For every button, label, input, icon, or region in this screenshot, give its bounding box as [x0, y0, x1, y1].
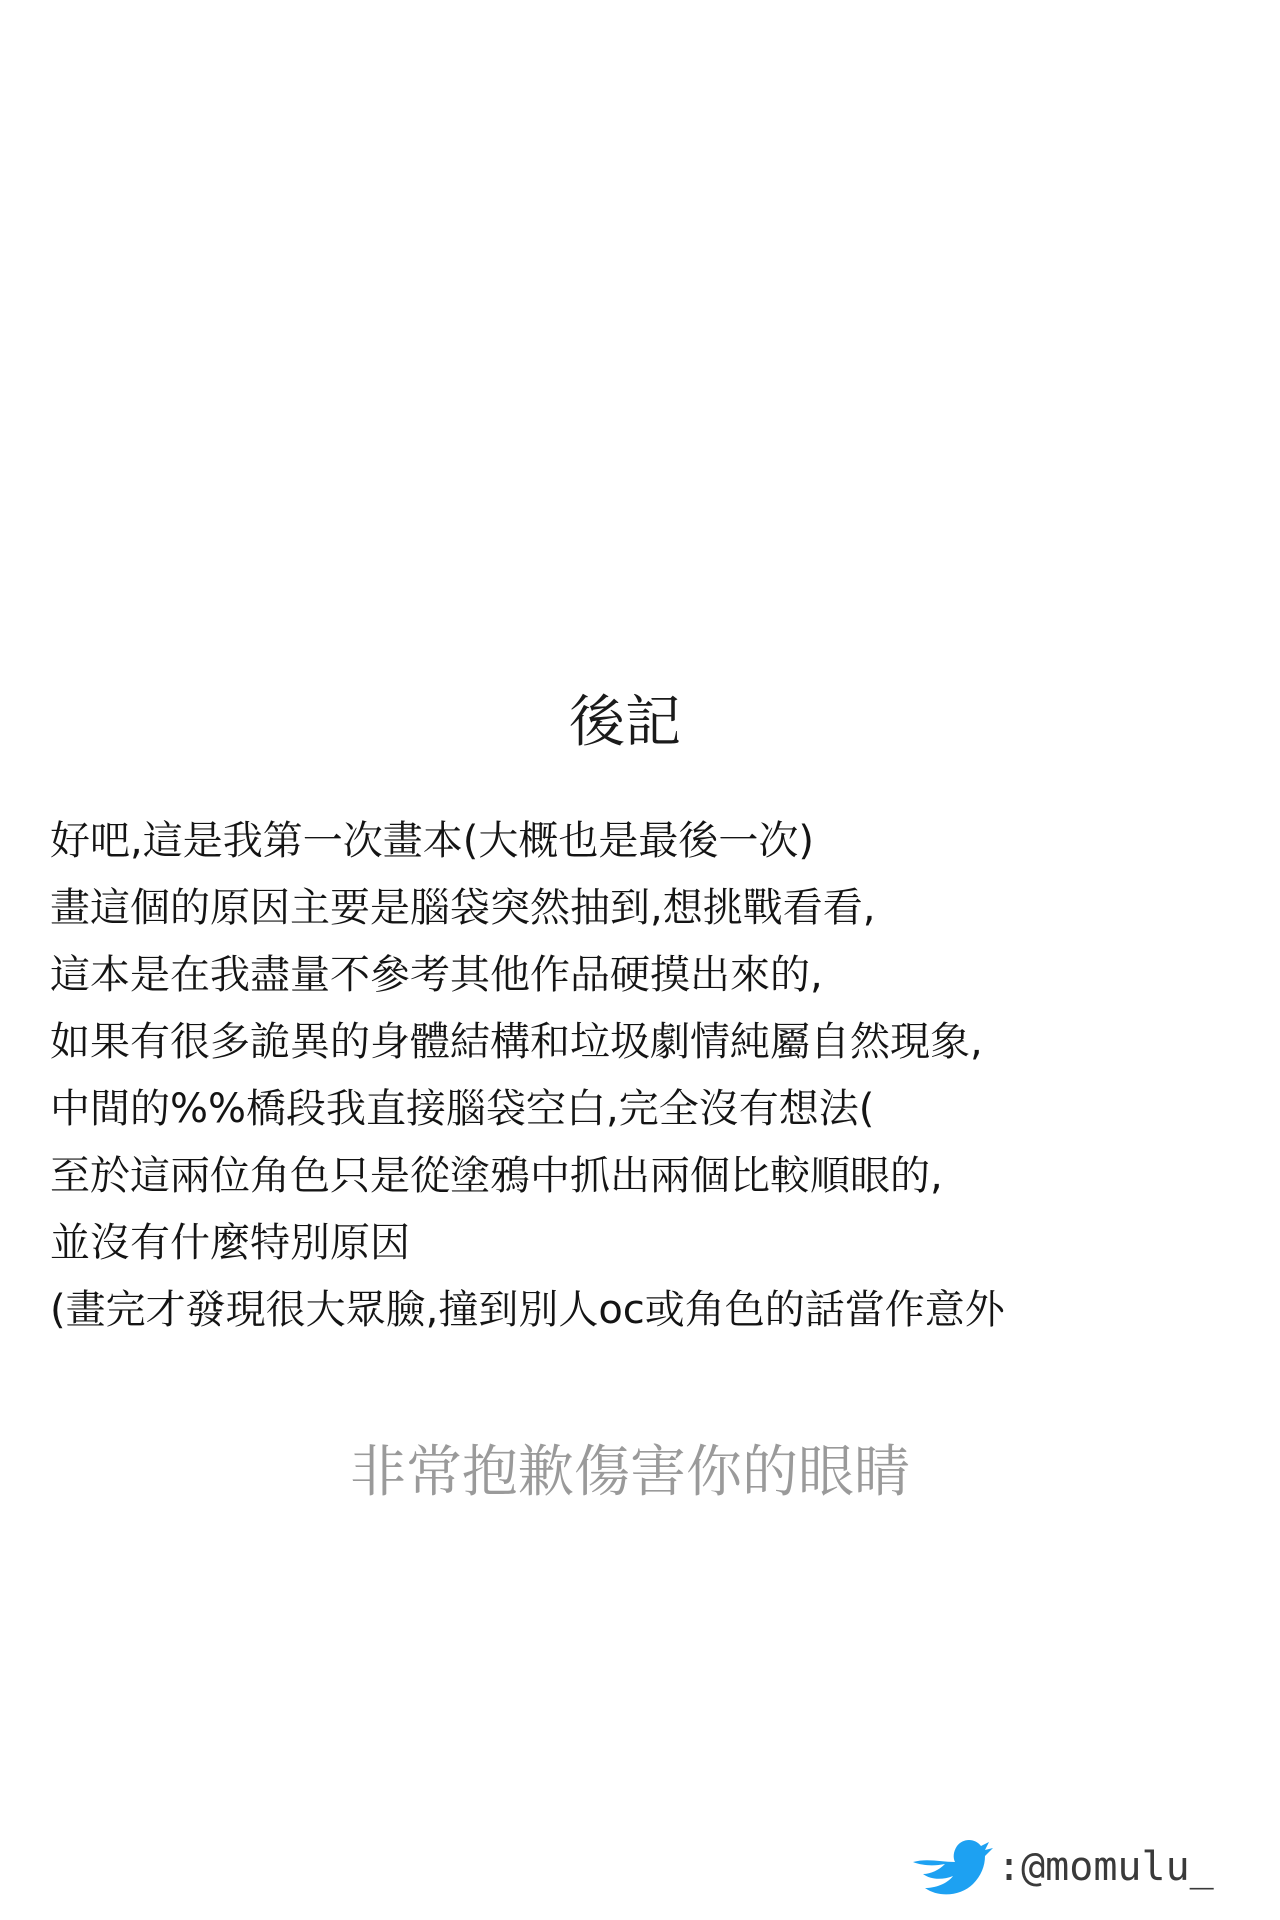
- apology-text: 非常抱歉傷害你的眼睛: [350, 1440, 910, 1505]
- body-line: 並沒有什麼特別原因: [50, 1220, 410, 1266]
- twitter-bird-icon: [913, 1840, 993, 1894]
- afterword-title: 後記: [569, 690, 681, 755]
- body-line: (畫完才發現很大眾臉,撞到別人oc或角色的話當作意外: [50, 1287, 1005, 1333]
- twitter-handle: :@momulu_: [997, 1844, 1214, 1890]
- body-line: 畫這個的原因主要是腦袋突然抽到,想挑戰看看,: [50, 885, 876, 931]
- body-line: 好吧,這是我第一次畫本(大概也是最後一次): [50, 818, 814, 864]
- body-line: 至於這兩位角色只是從塗鴉中抓出兩個比較順眼的,: [50, 1153, 943, 1199]
- afterword-body: [50, 808, 1260, 1344]
- author-signature: [905, 1826, 1255, 1906]
- body-line: 中間的%%橋段我直接腦袋空白,完全沒有想法(: [50, 1086, 875, 1132]
- body-line: 如果有很多詭異的身體結構和垃圾劇情純屬自然現象,: [50, 1019, 983, 1065]
- body-line: 這本是在我盡量不參考其他作品硬摸出來的,: [50, 952, 823, 998]
- signature-svg: [905, 1826, 1255, 1906]
